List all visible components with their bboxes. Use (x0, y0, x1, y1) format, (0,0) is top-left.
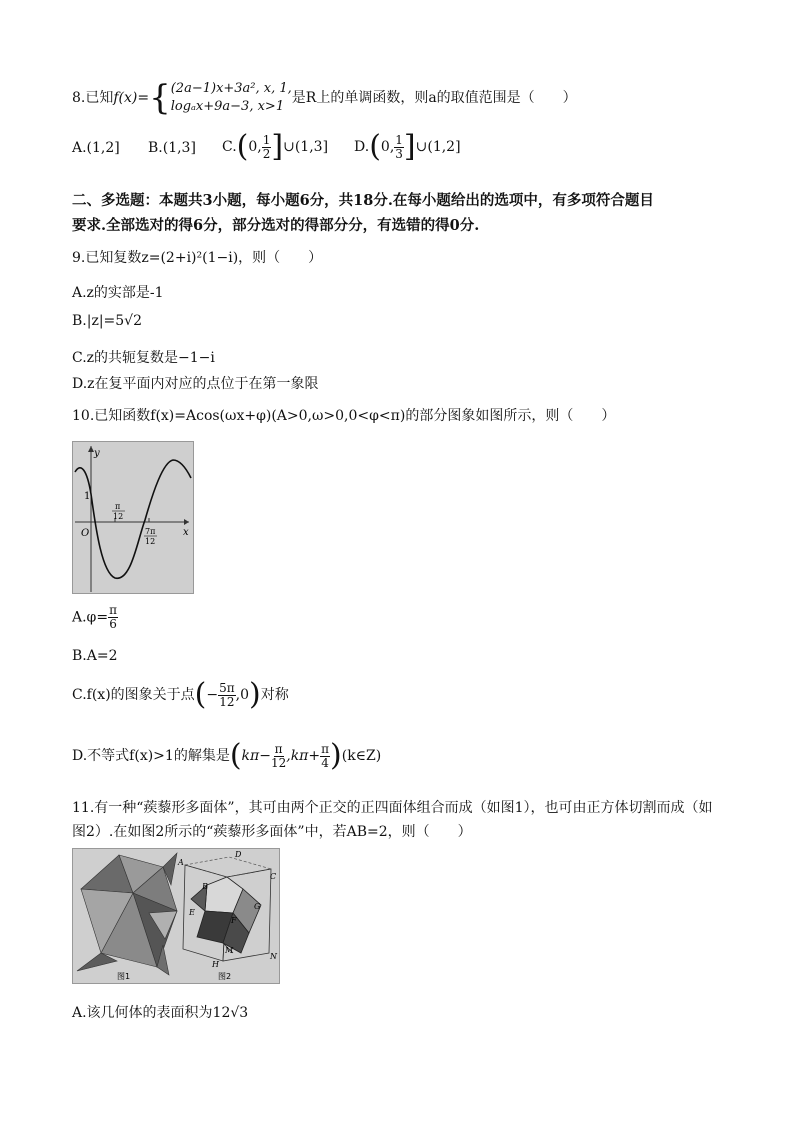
q11-figures (72, 848, 280, 984)
q10-option-d: D.不等式f(x)>1的解集是(kπ− $\frac{\pi}{12}$ ,kπ+ $\frac{\pi}{4}$ )(k∈Z) (72, 738, 382, 773)
q10-option-c-label: C.f(x)的图象关于点 (72, 687, 195, 703)
point-G: G (254, 902, 261, 911)
q10-option-a-frac: $\frac{\pi}{6}$ (109, 603, 117, 631)
q11-option-a: A.该几何体的表面积为12√3 (72, 1005, 249, 1021)
q8-option-d-post: ∪(1,2] (415, 139, 461, 155)
q10-graph (73, 442, 193, 593)
point-B: B (202, 882, 208, 891)
point-A: A (178, 858, 184, 867)
q8-option-c-post: ∪(1,3] (283, 139, 329, 155)
q10-option-d-frac2: $\frac{\pi}{4}$ (321, 741, 330, 770)
q8-stem-prefix: 8.已知 (72, 90, 114, 106)
label-7pi-num: 7π (145, 527, 156, 536)
section2-line2: 要求.全部选对的得6分，部分选对的得部分分，有选错的得0分. (72, 217, 480, 234)
q8-option-c-label: C. (222, 139, 237, 155)
q10-option-d-label: D.不等式f(x)>1的解集是 (72, 748, 230, 764)
point-D: D (235, 850, 242, 859)
q11-line1: 11.有一种“蒺藜形多面体”，其可由两个正交的正四面体组合而成（如图1），也可由正方体切割而成（如 (72, 800, 713, 816)
q8-option-b-text: B.(1,3] (148, 140, 196, 156)
q8-option-b (148, 140, 196, 156)
q10-option-c-frac: $\frac{5\pi}{12}$ (219, 680, 235, 709)
q10-option-d-suffix: (k∈Z) (341, 748, 382, 764)
q8-case2: logₐx+9a−3, x>1 (170, 99, 285, 114)
point-M: M (225, 946, 234, 955)
q8-option-c: C.(0, $\frac{1}{2}$ ]∪(1,3] (222, 129, 329, 164)
point-E: E (189, 908, 195, 917)
q8-option-d-label: D. (354, 139, 370, 155)
q10-stem: 10.已知函数f(x)=Acos(ωx+φ)(A>0,ω>0,0<φ<π)的部分图象如图所示，则（ ） (72, 408, 616, 424)
label-y: y (94, 448, 100, 459)
q10-option-c-suffix: 对称 (260, 687, 289, 703)
q10-option-a-label: A.φ= (72, 609, 109, 626)
label-origin: O (81, 528, 90, 539)
q11-line2: 图2）.在如图2所示的“蒺藜形多面体”中，若AB=2，则（ ） (72, 824, 472, 840)
label-7pi-den: 12 (145, 537, 156, 546)
q8-brace: { (149, 78, 171, 118)
q9-option-a: A.z的实部是-1 (72, 285, 164, 301)
cosine-curve (75, 460, 191, 578)
q8-cases (171, 80, 292, 116)
q8-case1: (2a−1)x+3a², x, 1, (170, 81, 292, 96)
q11-figures-svg (73, 849, 279, 983)
point-N: N (270, 952, 277, 961)
q10-graph-figure (72, 441, 194, 594)
q10-option-b: B.A=2 (72, 648, 118, 664)
q9-option-b: B.|z|=5√2 (72, 313, 143, 329)
label-pi-num: π (115, 502, 121, 511)
point-H: H (212, 960, 219, 969)
q8-option-c-left: 0, (248, 139, 262, 155)
q10-option-a (72, 604, 118, 631)
q8-option-d-left: 0, (380, 139, 395, 155)
point-C: C (270, 872, 277, 881)
figure1-polyhedron (77, 853, 177, 975)
figure1-label: 图1 (117, 972, 131, 981)
figure2-label: 图2 (218, 972, 232, 981)
q8-option-d: D.(0, $\frac{1}{3}$ ]∪(1,2] (354, 129, 461, 164)
label-pi-den: 12 (113, 512, 124, 521)
label-x: x (183, 527, 189, 538)
x-axis-arrow (184, 519, 189, 525)
q8-option-a-text: A.(1,2] (72, 140, 120, 156)
q8-stem-suffix: 是R上的单调函数，则a的取值范围是（ ） (291, 90, 577, 106)
q8-stem (72, 80, 577, 116)
q10-option-d-frac1: $\frac{\pi}{12}$ (270, 741, 287, 770)
q9-option-d: D.z在复平面内对应的点位于在第一象限 (72, 376, 319, 392)
q10-option-c: C.f(x)的图象关于点(− $\frac{5\pi}{12}$ ,0)对称 (72, 677, 289, 712)
q8-func: f(x)= (113, 90, 150, 106)
q9-option-c: C.z的共轭复数是−1−i (72, 350, 215, 366)
point-F: F (231, 916, 237, 925)
q8-option-c-frac: $\frac{1}{2}$ (262, 132, 271, 161)
q8-option-d-frac: $\frac{1}{3}$ (395, 132, 403, 161)
q9-stem: 9.已知复数z=(2+i)²(1−i)，则（ ） (72, 250, 323, 266)
label-one: 1 (84, 491, 91, 502)
section2-line1: 二、多选题：本题共3小题，每小题6分，共18分.在每小题给出的选项中，有多项符合题目 (72, 192, 654, 209)
q8-option-a (72, 140, 120, 156)
